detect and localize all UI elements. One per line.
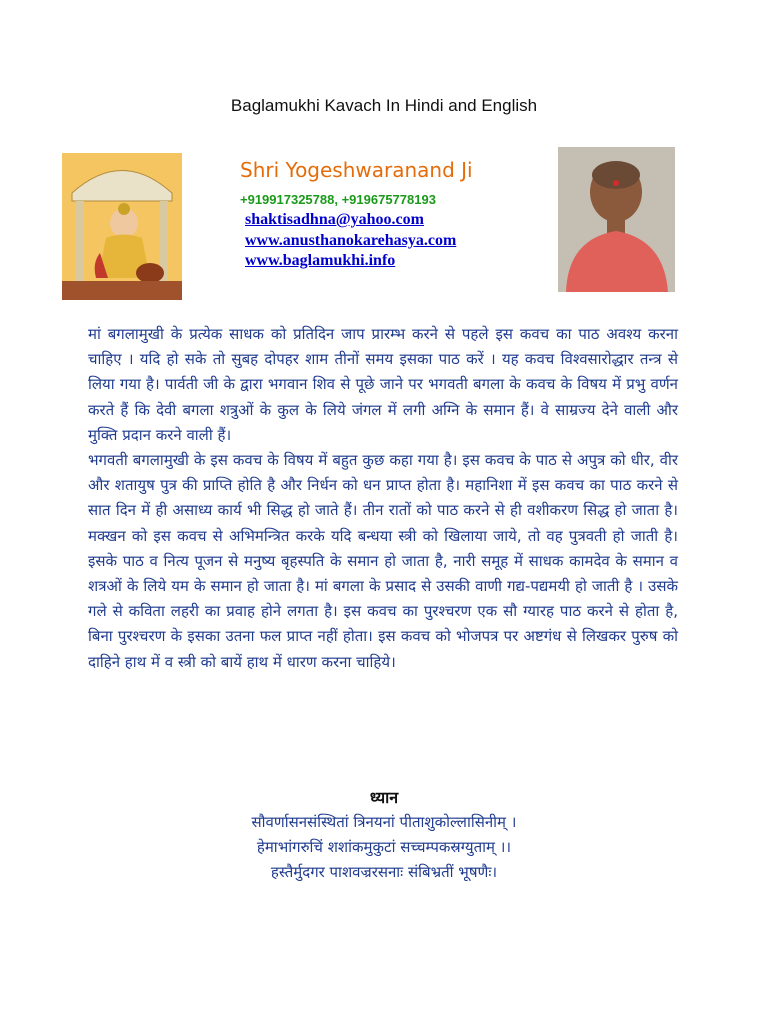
page-title: Baglamukhi Kavach In Hindi and English bbox=[230, 96, 538, 115]
body-text bbox=[88, 322, 678, 675]
author-name: Shri Yogeshwaranand Ji bbox=[240, 158, 473, 182]
phone-numbers: +919917325788, +919675778193 bbox=[240, 192, 436, 207]
intro-paragraph: मां बगलामुखी के प्रत्येक साधक को प्रतिदिन जाप प्रारम्भ करने से पहले इस कवच का पाठ अवश्य करना चाहिए । यदि हो सके तो सुबह दोपहर शाम तीनों समय इसका पाठ करें । यह कवच विश्वसारोद्धार तन्त्र से लिया गया है। पार्वती जी के द्वारा भगवान शिव से पूछे जाने पर भगवती बगला के कवच के विषय में प्रभु वर्णन करते हैं कि देवी बगला शत्रुओं के कुल के लिये जंगल में लगी अग्नि के समान हैं। वे साम्रज्य देने वाली और मुक्ति प्रदान करने वाली हैं। bbox=[88, 325, 678, 444]
guru-portrait bbox=[558, 147, 675, 292]
website-link-2[interactable]: www.baglamukhi.info bbox=[245, 252, 396, 269]
dhyan-heading: ध्यान bbox=[369, 788, 399, 807]
email-link[interactable]: shaktisadhna@yahoo.com bbox=[245, 211, 424, 228]
verse-line-2: हेमाभांगरुचिं शशांकमुकुटां सच्चम्पकस्रग्युताम् ।। bbox=[256, 838, 512, 856]
verse-line-3: हस्तैर्मुदगर पाशवज्ररसनाः संबिभ्रतीं भूषणैः। bbox=[270, 863, 498, 881]
benefits-paragraph: भगवती बगलामुखी के इस कवच के विषय में बहुत कुछ कहा गया है। इस कवच के पाठ से अपुत्र को धीर, वीर और शतायुष पुत्र की प्राप्ति होति है और निर्धन को धन प्राप्त होता है। महानिशा में इस कवच का पाठ करने से सात दिन में ही असाध्य कार्य भी सिद्ध हो जाते हैं। तीन रातों को पाठ करने से ही वशीकरण सिद्ध हो जाता है। मक्खन को इस कवच से अभिमन्त्रित करके यदि बन्धया स्त्री को खिलाया जाये, तो वह पुत्रवती हो जाती है। इसके पाठ व नित्य पूजन से मनुष्य बृहस्पति के समान हो जाता है, नारी समूह में साधक कामदेव के समान व शत्रओं के लिये यम के समान हो जाता है। मां बगला के प्रसाद से उसकी वाणी गद्य-पद्यमयी हो जाती है । उसके गले से कविता लहरी का प्रवाह होने लगता है। इस कवच का पुरश्चरण एक सौ ग्यारह पाठ करने से होता है, बिना पुरश्चरण के इसका उतना फल प्राप्त नहीं होता। इस कवच को भोजपत्र पर अष्टगंध से लिखकर पुरुष को दाहिने हाथ में व स्त्री को बायें हाथ में धारण करना चाहिये। bbox=[88, 451, 678, 671]
goddess-image bbox=[62, 153, 182, 300]
verse-line-1: सौवर्णासनसंस्थितां त्रिनयनां पीताशुकोल्लासिनीम् । bbox=[251, 813, 517, 831]
website-link-1[interactable]: www.anusthanokarehasya.com bbox=[245, 232, 457, 249]
